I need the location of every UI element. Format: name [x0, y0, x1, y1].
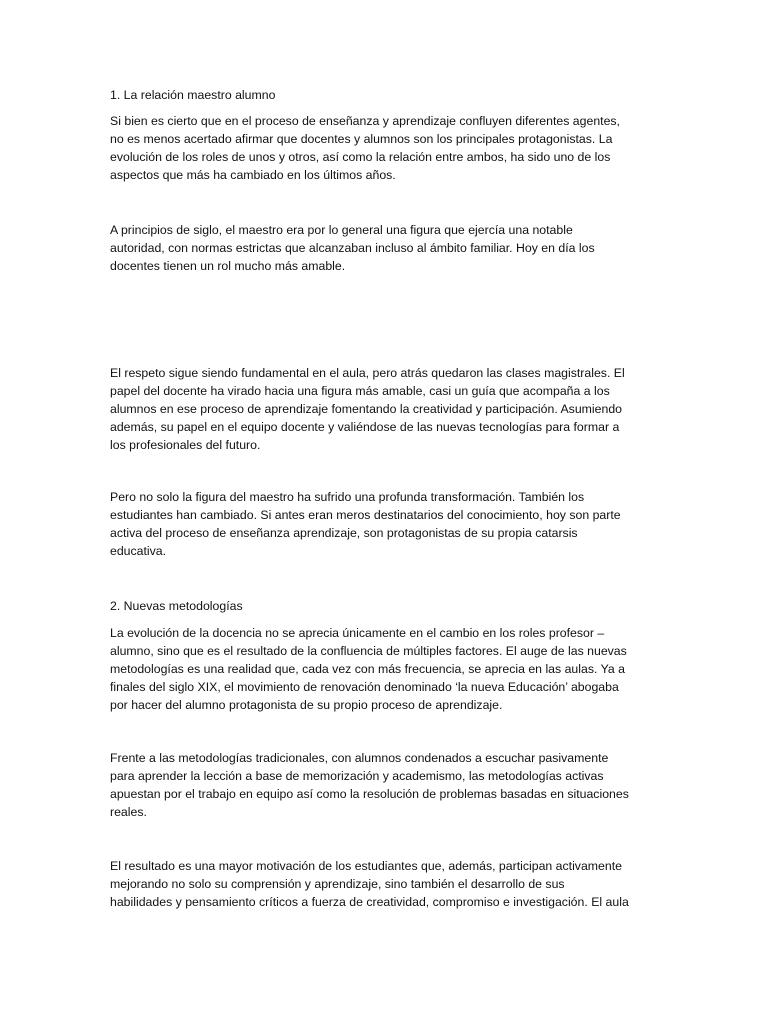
paragraph-5 [110, 624, 660, 714]
paragraph-line: aspectos que más ha cambiado en los últimos años. [110, 168, 396, 182]
paragraph-line: autoridad, con normas estrictas que alcanzaban incluso al ámbito familiar. Hoy en día los [110, 241, 595, 255]
paragraph-line: docentes tienen un rol mucho más amable. [110, 259, 346, 273]
paragraph-line: alumno, sino que es el resultado de la confluencia de múltiples factores. El auge de las nuevas [110, 644, 627, 658]
paragraph-3 [110, 364, 660, 454]
paragraph-line: apuestan por el trabajo en equipo así como la resolución de problemas basadas en situaciones [110, 787, 629, 801]
paragraph-line: alumnos en ese proceso de aprendizaje fomentando la creatividad y participación. Asumiendo [110, 402, 623, 416]
paragraph-1 [110, 112, 660, 184]
paragraph-line: evolución de los roles de unos y otros, así como la relación entre ambos, ha sido uno de los [110, 150, 611, 164]
paragraph-line: mejorando no solo su comprensión y aprendizaje, sino también el desarrollo de sus [110, 877, 565, 891]
paragraph-line: finales del siglo XIX, el movimiento de renovación denominado ‘la nueva Educación’ abogaba [110, 680, 619, 694]
paragraph-line: para aprender la lección a base de memorización y academismo, las metodologías activas [110, 769, 604, 783]
paragraph-line: no es menos acertado afirmar que docentes y alumnos son los principales protagonistas. La [110, 132, 613, 146]
paragraph-line: Pero no solo la figura del maestro ha sufrido una profunda transformación. También los [110, 490, 585, 504]
paragraph-line: El resultado es una mayor motivación de los estudiantes que, además, participan activamente [110, 859, 622, 873]
paragraph-line: metodologías es una realidad que, cada vez con más frecuencia, se aprecia en las aulas. Ya a [110, 662, 625, 676]
paragraph-line: Frente a las metodologías tradicionales, con alumnos condenados a escuchar pasivamente [110, 751, 609, 765]
paragraph-7 [110, 857, 660, 911]
paragraph-line: por hacer del alumno protagonista de su propio proceso de aprendizaje. [110, 698, 503, 712]
paragraph-line: los profesionales del futuro. [110, 438, 261, 452]
paragraph-line: papel del docente ha virado hacia una figura más amable, casi un guía que acompaña a los [110, 384, 610, 398]
paragraph-line: El respeto sigue siendo fundamental en el aula, pero atrás quedaron las clases magistrales. El [110, 366, 625, 380]
section-heading-1 [110, 86, 660, 104]
paragraph-line: A principios de siglo, el maestro era por lo general una figura que ejercía una notable [110, 223, 573, 237]
paragraph-line: reales. [110, 805, 147, 819]
paragraph-6 [110, 749, 660, 821]
paragraph-4 [110, 488, 660, 560]
paragraph-2 [110, 221, 660, 275]
paragraph-line: educativa. [110, 544, 167, 558]
section-heading-2 [110, 597, 660, 615]
paragraph-line: La evolución de la docencia no se aprecia únicamente en el cambio en los roles profesor – [110, 626, 605, 640]
paragraph-line: habilidades y pensamiento críticos a fuerza de creatividad, compromiso e investigación. El aula [110, 895, 629, 909]
paragraph-line: Si bien es cierto que en el proceso de enseñanza y aprendizaje confluyen diferentes agentes, [110, 114, 620, 128]
paragraph-line: activa del proceso de enseñanza aprendizaje, son protagonistas de su propia catarsis [110, 526, 578, 540]
heading-text: 2. Nuevas metodologías [110, 599, 243, 613]
paragraph-line: además, su papel en el equipo docente y valiéndose de las nuevas tecnologías para formar a [110, 420, 620, 434]
paragraph-line: estudiantes han cambiado. Si antes eran meros destinatarios del conocimiento, hoy son parte [110, 508, 621, 522]
heading-text: 1. La relación maestro alumno [110, 88, 276, 102]
